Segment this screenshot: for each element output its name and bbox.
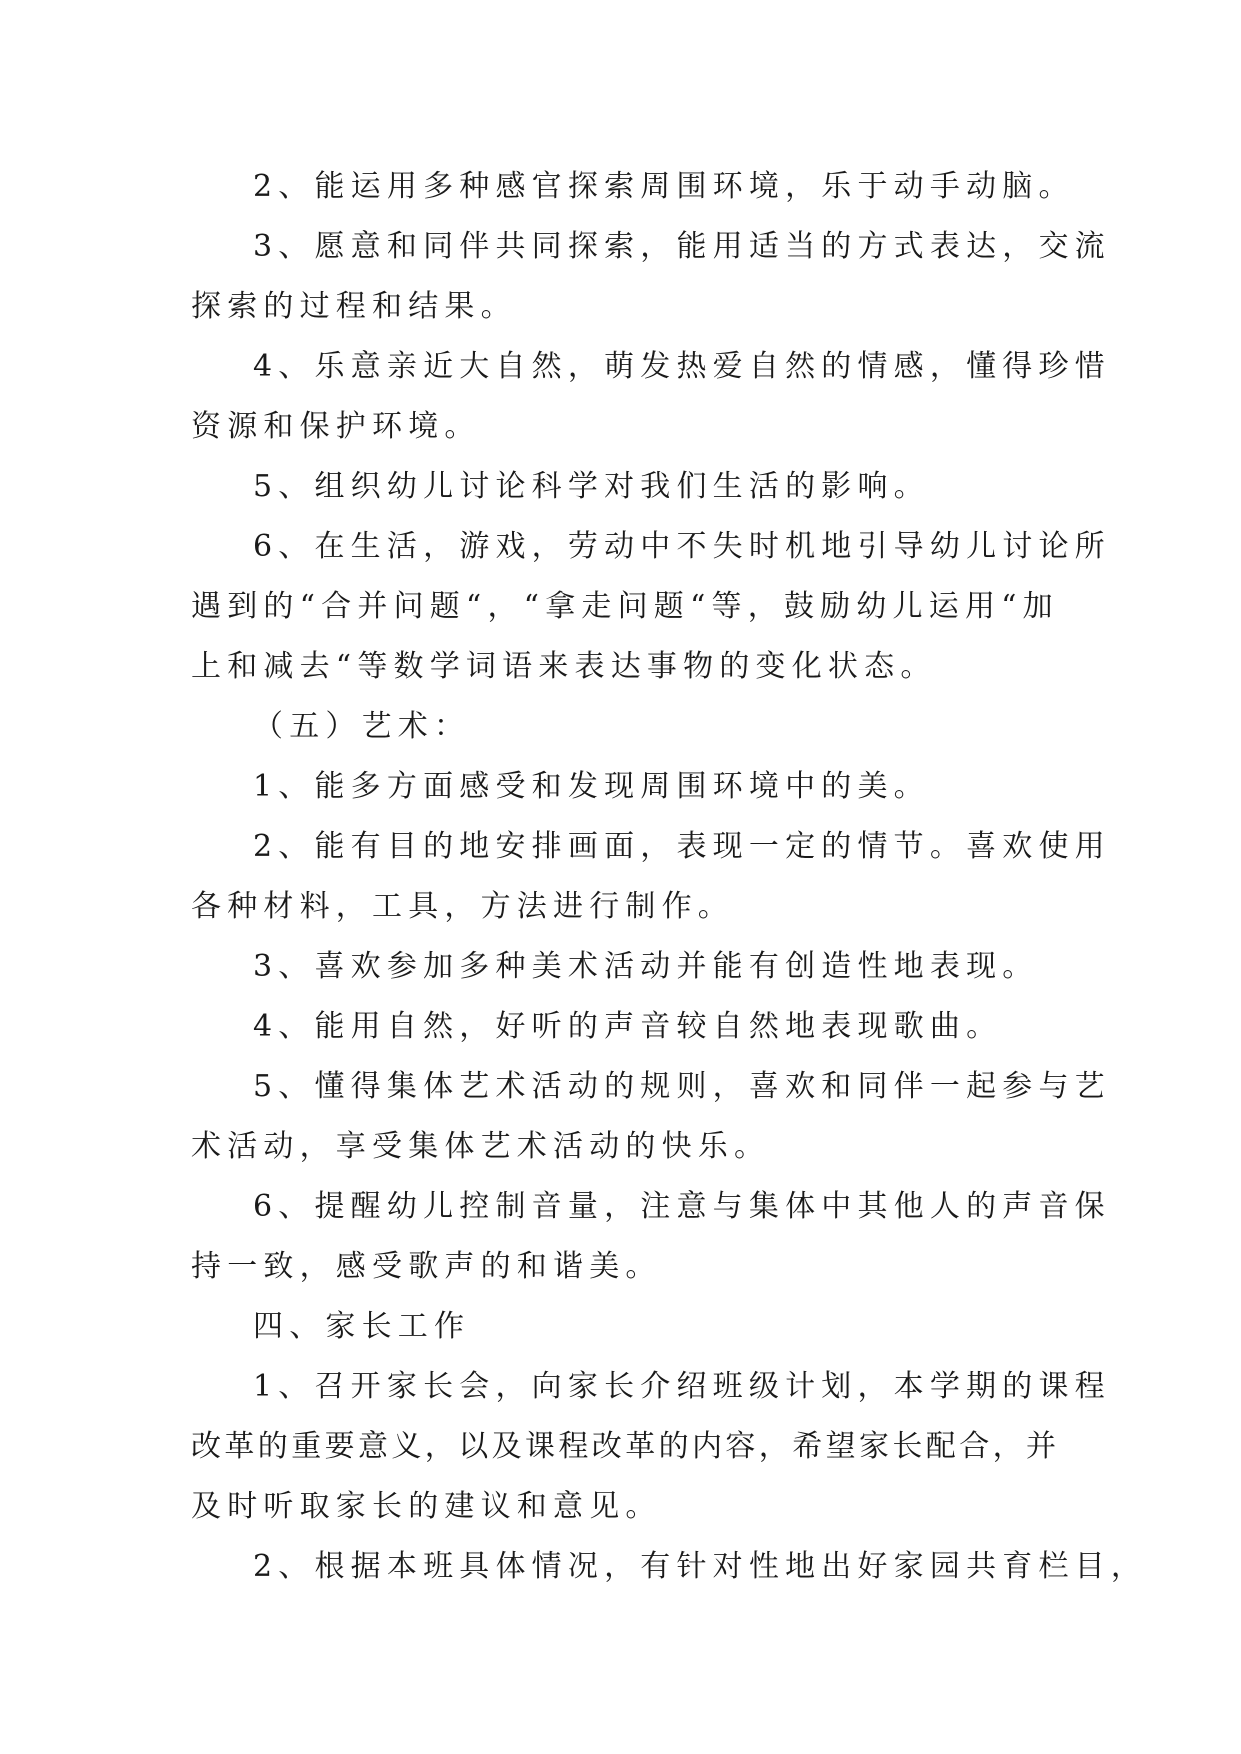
- paragraph-line: 遇到的“合并问题“，“拿走问题“等，鼓励幼儿运用“加: [191, 589, 1059, 624]
- paragraph-line: 2、根据本班具体情况，有针对性地出好家园共育栏目，: [253, 1549, 1148, 1584]
- section-heading: 四、家长工作: [253, 1309, 471, 1344]
- paragraph-line: 5、组织幼儿讨论科学对我们生活的影响。: [253, 469, 930, 504]
- paragraph-line: 探索的过程和结果。: [191, 289, 517, 324]
- paragraph-line: 3、喜欢参加多种美术活动并能有创造性地表现。: [253, 949, 1039, 984]
- paragraph-line: 4、能用自然，好听的声音较自然地表现歌曲。: [253, 1009, 1003, 1044]
- paragraph-line: 4、乐意亲近大自然，萌发热爱自然的情感，懂得珍惜: [253, 349, 1111, 384]
- paragraph-line: 各种材料，工具，方法进行制作。: [191, 889, 734, 924]
- paragraph-line: 上和减去“等数学词语来表达事物的变化状态。: [191, 649, 937, 684]
- paragraph-line: 资源和保护环境。: [191, 409, 481, 444]
- paragraph-line: 术活动，享受集体艺术活动的快乐。: [191, 1129, 771, 1164]
- paragraph-line: 3、愿意和同伴共同探索，能用适当的方式表达，交流: [253, 229, 1111, 264]
- paragraph-line: 1、能多方面感受和发现周围环境中的美。: [253, 769, 930, 804]
- paragraph-line: 持一致，感受歌声的和谐美。: [191, 1249, 662, 1284]
- paragraph-line: 1、召开家长会，向家长介绍班级计划，本学期的课程: [253, 1369, 1111, 1404]
- paragraph-line: 改革的重要意义，以及课程改革的内容，希望家长配合，并: [191, 1429, 1060, 1464]
- paragraph-line: 5、懂得集体艺术活动的规则，喜欢和同伴一起参与艺: [253, 1069, 1111, 1104]
- section-heading: （五）艺术：: [253, 709, 471, 744]
- paragraph-line: 及时听取家长的建议和意见。: [191, 1489, 662, 1524]
- paragraph-line: 6、在生活，游戏，劳动中不失时机地引导幼儿讨论所: [253, 529, 1111, 564]
- paragraph-line: 2、能有目的地安排画面，表现一定的情节。喜欢使用: [253, 829, 1111, 864]
- paragraph-line: 6、提醒幼儿控制音量，注意与集体中其他人的声音保: [253, 1189, 1111, 1224]
- paragraph-line: 2、能运用多种感官探索周围环境，乐于动手动脑。: [253, 169, 1075, 204]
